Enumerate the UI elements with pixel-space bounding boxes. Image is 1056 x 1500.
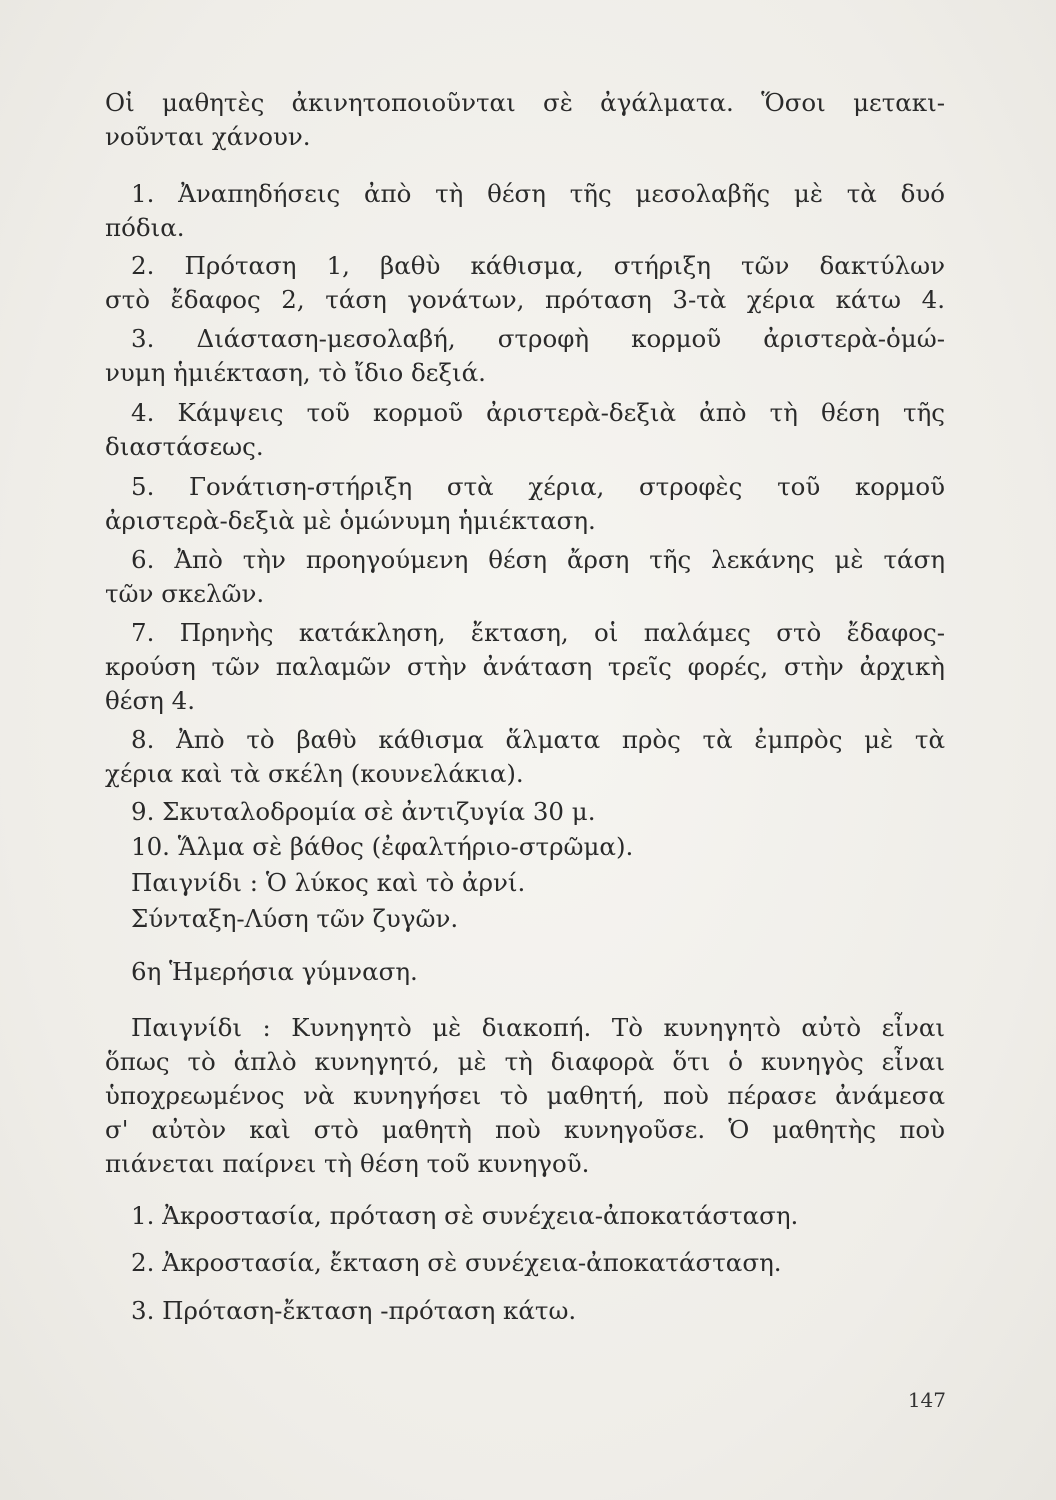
text-line-14: τῶν σκελῶν. [105, 579, 265, 608]
text-line-12: ἀριστερὰ-δεξιὰ μὲ ὁμώνυμη ἡμιέκταση. [105, 506, 596, 535]
text-line-23: Σύνταξη-Λύση τῶν ζυγῶν. [131, 904, 459, 933]
text-line-6: στὸ ἔδαφος 2, τάση γονάτων, πρόταση 3-τὰ χέρια κάτω 4. [105, 285, 945, 314]
text-line-27: ὑποχρεωμένος νὰ κυνηγήσει τὸ μαθητή, ποὺ πέρασε ἀνάμεσα [105, 1081, 945, 1110]
text-line-10: διαστάσεως. [105, 432, 264, 461]
text-line-19: χέρια καὶ τὰ σκέλη (κουνελάκια). [105, 759, 524, 788]
text-line-1: Οἱ μαθητὲς ἀκινητοποιοῦνται σὲ ἀγάλματα. Ὅσοι μετακι- [105, 88, 945, 117]
text-line-18: 8. Ἀπὸ τὸ βαθὺ κάθισμα ἅλματα πρὸς τὰ ἐμπρὸς μὲ τὰ [131, 725, 945, 754]
text-line-29: πιάνεται παίρνει τὴ θέση τοῦ κυνηγοῦ. [105, 1149, 590, 1178]
text-line-3: 1. Ἀναπηδήσεις ἀπὸ τὴ θέση τῆς μεσολαβῆς μὲ τὰ δυό [131, 179, 945, 208]
text-line-32: 3. Πρόταση-ἔκταση -πρόταση κάτω. [131, 1296, 577, 1325]
text-line-5: 2. Πρόταση 1, βαθὺ κάθισμα, στήριξη τῶν δακτύλων [131, 251, 945, 280]
text-line-16: κρούση τῶν παλαμῶν στὴν ἀνάταση τρεῖς φορές, στὴν ἀρχικὴ [105, 652, 945, 681]
text-line-7: 3. Διάσταση-μεσολαβή, στροφὴ κορμοῦ ἀριστερὰ-ὁμώ- [131, 324, 945, 353]
text-line-11: 5. Γονάτιση-στήριξη στὰ χέρια, στροφὲς τοῦ κορμοῦ [131, 472, 945, 501]
text-line-25: Παιγνίδι : Κυνηγητὸ μὲ διακοπή. Τὸ κυνηγητὸ αὐτὸ εἶναι [131, 1013, 945, 1042]
text-line-22: Παιγνίδι : Ὁ λύκος καὶ τὸ ἀρνί. [131, 868, 526, 897]
text-line-31: 2. Ἀκροστασία, ἔκταση σὲ συνέχεια-ἀποκατάσταση. [131, 1248, 782, 1277]
page-number: 147 [907, 1388, 946, 1412]
text-line-28: σ' αὐτὸν καὶ στὸ μαθητὴ ποὺ κυνηγοῦσε. Ὁ μαθητὴς ποὺ [105, 1115, 945, 1144]
text-line-13: 6. Ἀπὸ τὴν προηγούμενη θέση ἄρση τῆς λεκάνης μὲ τάση [131, 545, 945, 574]
text-line-30: 1. Ἀκροστασία, πρόταση σὲ συνέχεια-ἀποκατάσταση. [131, 1201, 799, 1230]
text-line-21: 10. Ἅλμα σὲ βάθος (ἐφαλτήριο-στρῶμα). [131, 832, 634, 861]
text-line-4: πόδια. [105, 213, 185, 242]
text-line-15: 7. Πρηνὴς κατάκληση, ἔκταση, οἱ παλάμες στὸ ἔδαφος- [131, 618, 945, 647]
text-line-9: 4. Κάμψεις τοῦ κορμοῦ ἀριστερὰ-δεξιὰ ἀπὸ τὴ θέση τῆς [131, 398, 945, 427]
text-line-26: ὅπως τὸ ἁπλὸ κυνηγητό, μὲ τὴ διαφορὰ ὅτι ὁ κυνηγὸς εἶναι [105, 1047, 945, 1076]
text-line-8: νυμη ἡμιέκταση, τὸ ἴδιο δεξιά. [105, 358, 486, 387]
text-line-2: νοῦνται χάνουν. [105, 122, 311, 151]
text-line-17: θέση 4. [105, 686, 196, 715]
text-line-20: 9. Σκυταλοδρομία σὲ ἀντιζυγία 30 μ. [131, 797, 596, 826]
section-heading: 6η Ἡμερήσια γύμναση. [131, 957, 418, 986]
